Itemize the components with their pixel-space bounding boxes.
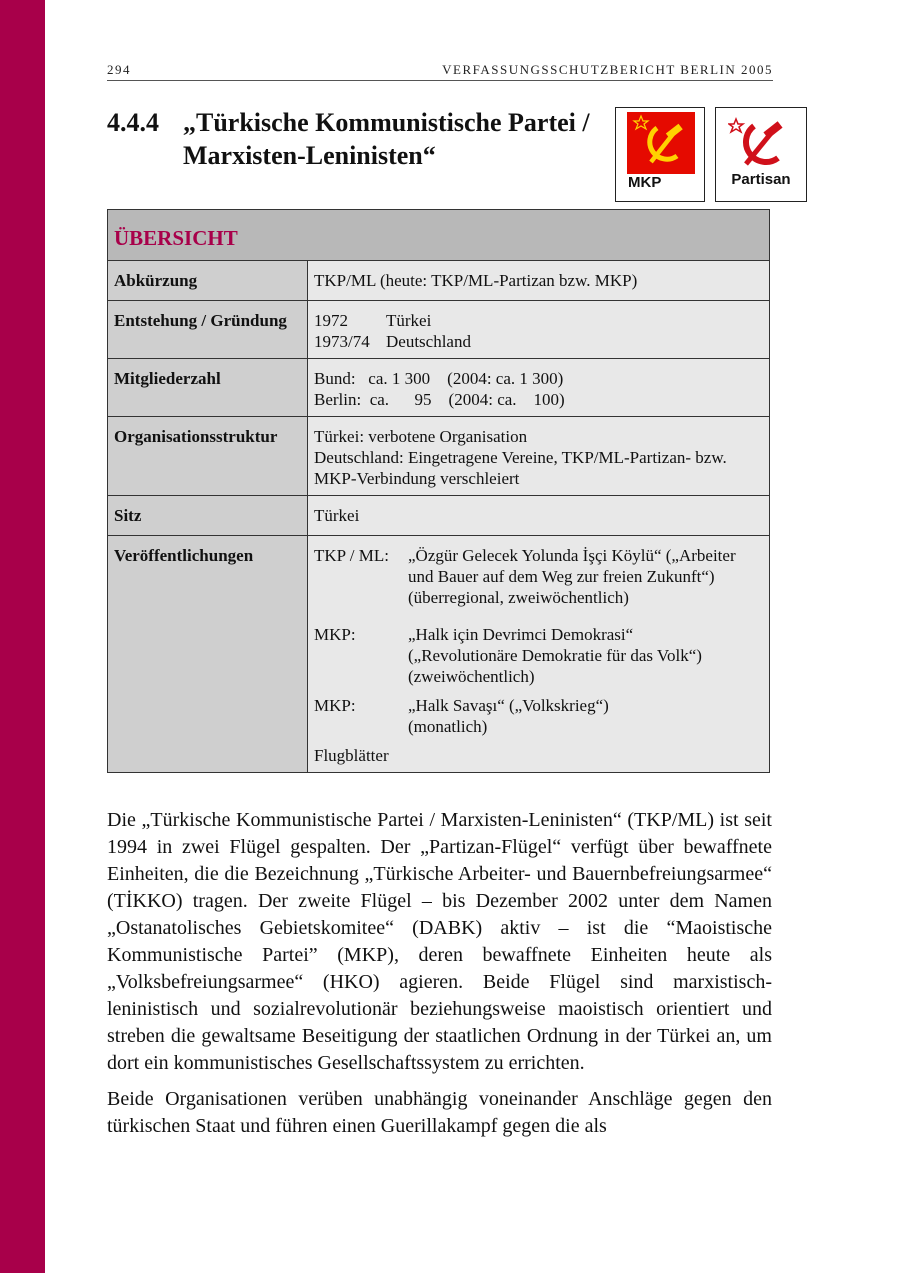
publication-item <box>314 624 763 687</box>
publication-line: und Bauer auf dem Weg zur freien Zukunft“) <box>408 567 715 586</box>
founding-place: Türkei <box>386 311 432 330</box>
founding-year: 1973/74 <box>314 332 370 351</box>
publication-line: (zweiwöchentlich) <box>408 667 535 686</box>
founding-place: Deutschland <box>386 332 471 351</box>
mkp-logo <box>615 107 705 202</box>
row-label-abkuerzung: Abkürzung <box>108 261 308 301</box>
organisation-line: Türkei: verbotene Organisation <box>314 427 528 446</box>
publication-line: („Revolutionäre Demokratie für das Volk“) <box>408 646 702 665</box>
page-number: 294 <box>107 62 131 77</box>
side-accent-bar <box>0 0 45 1273</box>
overview-table <box>107 209 770 773</box>
row-value-abkuerzung: TKP/ML (heute: TKP/ML-Partizan bzw. MKP) <box>308 261 770 301</box>
section-title: „Türkische Kommunistische Partei / Marxisten-Leninisten“ <box>183 108 590 170</box>
publication-publisher: MKP: <box>314 625 356 644</box>
row-label-organisation: Organisationsstruktur <box>108 417 308 496</box>
row-label-mitglieder: Mitgliederzahl <box>108 359 308 417</box>
partisan-logo <box>715 107 807 202</box>
mkp-logo-caption: MKP <box>628 174 662 191</box>
members-line: Bund: ca. 1 300 (2004: ca. 1 300) <box>314 369 564 388</box>
section-number: 4.4.4 <box>107 108 159 137</box>
table-row <box>108 359 770 417</box>
table-row <box>108 417 770 496</box>
body-text <box>107 807 772 1149</box>
running-title: VERFASSUNGSSCHUTZBERICHT BERLIN 2005 <box>442 62 773 77</box>
publication-line: „Özgür Gelecek Yolunda İşçi Köylü“ („Arbeiter <box>408 546 736 565</box>
hammer-sickle-flag-icon <box>627 112 695 174</box>
publication-line: „Halk için Devrimci Demokrasi“ <box>408 625 634 644</box>
row-value-veroeffentlichungen <box>308 536 770 773</box>
row-value-entstehung <box>308 301 770 359</box>
table-row <box>108 536 770 773</box>
publication-publisher: MKP: <box>314 696 356 715</box>
members-line: Berlin: ca. 95 (2004: ca. 100) <box>314 390 565 409</box>
publication-item <box>314 695 763 737</box>
publication-flyers: Flugblätter <box>314 746 389 765</box>
row-value-organisation <box>308 417 770 496</box>
publication-line: „Halk Savaşı“ („Volkskrieg“) <box>408 696 609 715</box>
organisation-line: MKP-Verbindung verschleiert <box>314 469 520 488</box>
founding-year: 1972 <box>314 311 348 330</box>
table-row <box>108 261 770 301</box>
publication-line: (monatlich) <box>408 717 488 736</box>
table-row <box>108 496 770 536</box>
paragraph: Die „Türkische Kommunistische Partei / Marxisten-Leninisten“ (TKP/ML) ist seit 1994 in zwei Flügel gespalten. Der „Partizan-Flügel“ verfügt über bewaffnete Einheiten, die die Bezeichnung „Türkische Arbeiter- und Bauernbefreiungsarmee“ (TİKKO) tragen. Der zweite Flügel – bis Dezember 2002 unter dem Namen „Ostanatolisches Gebietskomitee“ (DABK) aktiv – ist die “Maoistische Kommunistische Partei” (MKP), deren bewaffnete Einheiten heute als „Volksbefreiungsarmee“ (HKO) agieren. Beide Flügel sind marxistisch-leninistisch und sozialrevolutionär beziehungsweise maoistisch orientiert und streben die gewaltsame Beseitigung der staatlichen Ordnung in der Türkei an, um dort ein kommunistisches Gesellschaftssystem zu errichten. <box>107 809 772 1074</box>
hammer-sickle-star-icon <box>728 116 792 172</box>
row-label-sitz: Sitz <box>108 496 308 536</box>
publication-line: (überregional, zweiwöchentlich) <box>408 588 629 607</box>
row-label-veroeffentlichungen: Veröffentlichungen <box>108 536 308 773</box>
row-label-entstehung: Entstehung / Gründung <box>108 301 308 359</box>
overview-heading: ÜBERSICHT <box>108 210 770 261</box>
paragraph: Beide Organisationen verüben unabhängig voneinander Anschläge gegen den türkischen Staat und führen einen Guerillakampf gegen die als <box>107 1088 772 1137</box>
page-header <box>107 62 773 81</box>
organisation-line: Deutschland: Eingetragene Vereine, TKP/ML-Partizan- bzw. <box>314 448 727 467</box>
row-value-mitglieder <box>308 359 770 417</box>
publication-publisher: TKP / ML: <box>314 546 389 565</box>
partisan-logo-caption: Partisan <box>731 171 791 188</box>
table-row <box>108 301 770 359</box>
publication-item <box>314 545 763 608</box>
row-value-sitz: Türkei <box>308 496 770 536</box>
